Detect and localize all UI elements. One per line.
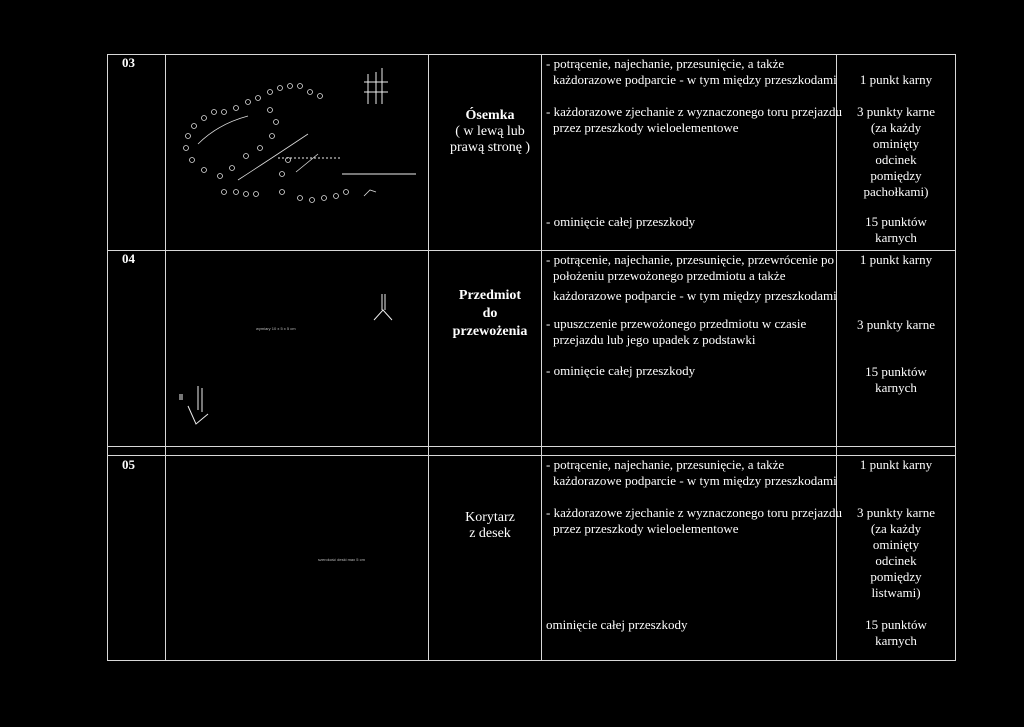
row-number: 05 <box>122 457 135 472</box>
points-line: (za każdy <box>870 120 922 135</box>
desc-line: - każdorazowe zjechanie z wyznaczonego toru przejazdu <box>546 104 842 119</box>
obstacle-name <box>446 510 534 542</box>
obstacle-name-line: Ósemka <box>465 108 515 123</box>
diagram-label: szerokość deski max 5 cm <box>318 557 365 562</box>
col-divider-desc <box>836 54 837 661</box>
row-number: 04 <box>122 251 135 266</box>
desc-line: przejazdu lub jego upadek z podstawki <box>553 332 756 347</box>
points-line: karnych <box>875 633 917 648</box>
penalty-description <box>546 457 837 489</box>
bottom-border <box>107 660 956 661</box>
points-line: 15 punktów <box>865 364 927 379</box>
penalty-points <box>838 317 954 333</box>
points-line: 3 punkty karne <box>857 505 935 520</box>
right-border <box>955 54 956 661</box>
points-line: 15 punktów <box>865 617 927 632</box>
row-number: 03 <box>122 55 135 70</box>
penalty-description <box>546 56 837 88</box>
col-divider-diagram <box>428 54 429 661</box>
points-line: 15 punktów <box>865 214 927 229</box>
obstacle-name <box>446 288 534 340</box>
desc-line: położeniu przewożonego przedmiotu a także <box>553 268 786 283</box>
obstacle-name-line: prawą stronę ) <box>450 140 531 155</box>
obstacle-name-line: do <box>482 306 498 321</box>
desc-line: przez przeszkody wieloelementowe <box>553 120 739 135</box>
points-line: odcinek <box>875 152 917 167</box>
points-line: pomiędzy <box>870 168 922 183</box>
penalty-description <box>546 316 806 348</box>
top-border <box>107 54 956 55</box>
desc-line: przez przeszkody wieloelementowe <box>553 521 739 536</box>
penalty-description <box>546 104 842 136</box>
carry-object-diagram <box>174 290 394 440</box>
diagram-label: wymiary 10 x 5 x 5 cm <box>256 326 296 331</box>
desc-line: - ominięcie całej przeszkody <box>546 363 696 378</box>
obstacle-name-line: z desek <box>469 526 511 541</box>
desc-line: - potrącenie, najechanie, przesunięcie, przewrócenie po <box>546 252 835 267</box>
penalty-points <box>838 364 954 396</box>
obstacle-name <box>450 108 530 156</box>
desc-line: - każdorazowe zjechanie z wyznaczonego toru przejazdu <box>546 505 842 520</box>
obstacle-name-line: ( w lewą lub <box>455 124 525 139</box>
points-line: 1 punkt karny <box>859 252 933 267</box>
penalty-points <box>838 214 954 246</box>
points-line: karnych <box>875 380 917 395</box>
penalty-points <box>838 72 954 88</box>
points-line: (za każdy <box>870 521 922 536</box>
points-line: 1 punkt karny <box>859 72 933 87</box>
desc-line: każdorazowe podparcie - w tym między przeszkodami <box>553 72 837 87</box>
penalty-points <box>838 505 954 601</box>
obstacle-name-line: Przedmiot <box>458 288 522 303</box>
desc-line: - upuszczenie przewożonego przedmiotu w czasie <box>546 316 807 331</box>
penalty-description <box>546 617 688 633</box>
points-line: 1 punkt karny <box>859 457 933 472</box>
penalty-description <box>546 505 842 537</box>
left-border <box>107 54 108 661</box>
desc-line: każdorazowe podparcie - w tym między przeszkodami <box>553 473 837 488</box>
penalty-points <box>838 252 954 268</box>
penalty-points <box>838 617 954 649</box>
points-line: listwami) <box>871 585 921 600</box>
row-divider-04-end <box>107 446 956 447</box>
row-divider-04 <box>107 250 956 251</box>
figure-eight-diagram <box>178 64 418 214</box>
desc-line: każdorazowe podparcie - w tym między przeszkodami <box>553 288 837 303</box>
points-line: ominięty <box>872 537 920 552</box>
col-divider-name <box>541 54 542 661</box>
penalty-description <box>546 214 695 230</box>
penalty-points <box>838 104 954 200</box>
points-line: pachołkami) <box>863 184 929 199</box>
obstacle-name-line: Korytarz <box>465 510 515 525</box>
penalty-description <box>546 363 695 379</box>
row-divider-05 <box>107 455 956 456</box>
points-line: karnych <box>875 230 917 245</box>
points-line: 3 punkty karne <box>857 104 935 119</box>
points-line: ominięty <box>872 136 920 151</box>
penalty-description <box>546 252 837 304</box>
desc-line: - ominięcie całej przeszkody <box>546 214 696 229</box>
points-line: 3 punkty karne <box>857 317 935 332</box>
obstacle-name-line: przewożenia <box>452 324 528 339</box>
desc-line: ominięcie całej przeszkody <box>546 617 688 632</box>
desc-line: - potrącenie, najechanie, przesunięcie, a także <box>546 56 785 71</box>
points-line: pomiędzy <box>870 569 922 584</box>
points-line: odcinek <box>875 553 917 568</box>
desc-line: - potrącenie, najechanie, przesunięcie, a także <box>546 457 785 472</box>
col-divider-number <box>165 54 166 661</box>
penalty-points <box>838 457 954 473</box>
